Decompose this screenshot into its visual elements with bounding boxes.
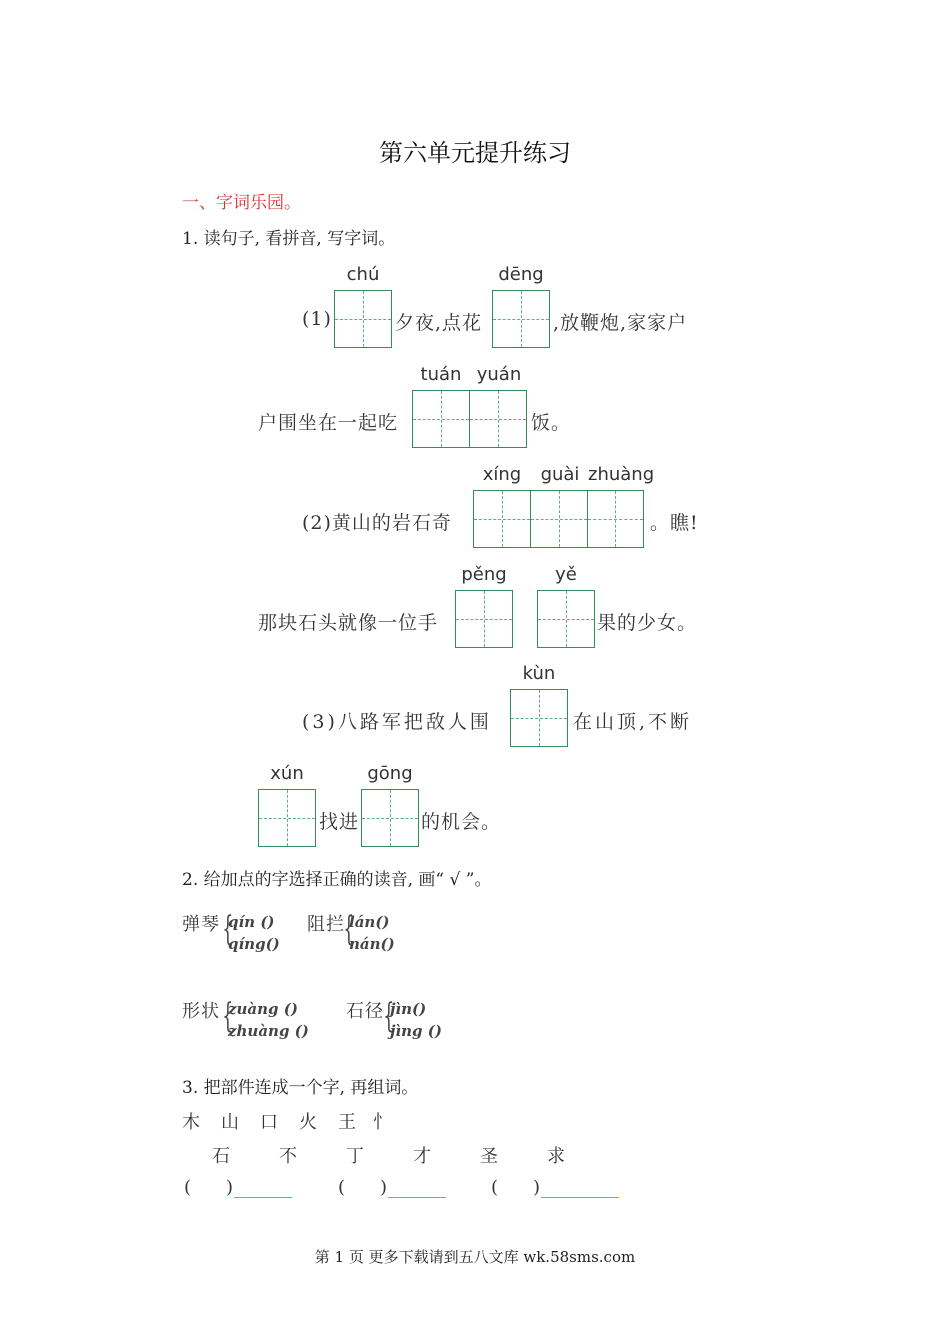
paren-close-3: ) [533,1177,542,1198]
pinyin-gong: gōng [367,763,413,784]
page-title: 第六单元提升练习 [379,139,571,167]
pinyin-deng: dēng [498,264,544,285]
answer-box-xun[interactable] [258,789,316,847]
sentence-3-text-d: 的机会。 [421,811,502,833]
question-1-label: 1. 读句子, 看拼音, 写字词。 [182,229,396,249]
component-9[interactable]: 丁 [346,1146,365,1167]
brace-2: { [343,909,355,949]
pinyin-guai: guài [540,464,580,485]
sentence-3-text-a: (3)八路军把敌人围 [302,711,492,733]
sentence-3-text-c: 找进 [319,811,360,833]
component-3[interactable]: 口 [260,1112,279,1133]
paren-open-2: ( [338,1177,347,1198]
word-zulan: 阻拦 [307,914,345,935]
pinyin-kun: kùn [522,663,556,684]
paren-open-3: ( [491,1177,500,1198]
sentence-2-text-a: (2)黄山的岩石奇 [302,512,452,534]
sentence-3-text-b: 在山顶,不断 [573,711,693,733]
pinyin-xing: xíng [482,464,522,485]
pinyin-xun: xún [270,763,304,784]
pinyin-ye: yě [555,564,577,585]
answer-box-gong[interactable] [361,789,419,847]
sentence-2-text-c: 那块石头就像一位手 [258,612,439,634]
answer-slot-3[interactable] [491,1177,619,1198]
option-zuang[interactable]: zuàng () [228,1000,298,1018]
component-8[interactable]: 不 [279,1146,298,1167]
option-jing[interactable]: jìng () [390,1022,442,1040]
pinyin-zhuang: zhuàng [588,464,655,485]
paren-close-2: ) [380,1177,389,1198]
answer-box-tuanyuan[interactable] [412,390,527,448]
component-4[interactable]: 火 [299,1112,318,1133]
sentence-2-text-d: 果的少女。 [597,612,698,634]
question-3-label: 3. 把部件连成一个字, 再组词。 [182,1078,419,1098]
brace-3: { [222,996,234,1036]
word-shijing: 石径 [346,1001,384,1022]
pinyin-tuan: tuán [420,364,462,385]
answer-box-deng[interactable] [492,290,550,348]
paren-close-1: ) [226,1177,235,1198]
question-2-label: 2. 给加点的字选择正确的读音, 画“ √ ”。 [182,870,492,890]
option-qin[interactable]: qín () [228,913,275,931]
section-heading-1: 一、字词乐园。 [182,193,301,213]
brace-1: { [222,909,234,949]
answer-box-xingguaizhuang[interactable] [473,490,644,548]
option-zhuang[interactable]: zhuàng () [228,1022,309,1040]
answer-box-chu[interactable] [334,290,392,348]
component-2[interactable]: 山 [221,1112,240,1133]
word-blank-2[interactable] [388,1179,446,1198]
answer-box-peng[interactable] [455,590,513,648]
answer-box-kun[interactable] [510,689,568,747]
page-footer: 第 1 页 更多下载请到五八文库 wk.58sms.com [314,1248,636,1266]
answer-slot-2[interactable] [338,1177,446,1198]
brace-4: { [383,996,395,1036]
pinyin-peng: pěng [461,564,507,585]
paren-open-1: ( [184,1177,193,1198]
component-11[interactable]: 圣 [480,1146,499,1167]
component-6[interactable]: 忄 [373,1112,392,1133]
sentence-1-text-d: 饭。 [531,412,572,434]
sentence-1-text-a: 夕夜,点花 [395,312,483,334]
word-tanqin: 弹琴 [182,914,220,935]
answer-slot-1[interactable] [184,1177,292,1198]
sentence-1-number: (1) [302,308,332,330]
component-1[interactable]: 木 [182,1112,201,1133]
answer-box-ye[interactable] [537,590,595,648]
sentence-2-text-b: 。瞧! [650,512,699,534]
word-xingzhuang: 形状 [182,1001,220,1022]
component-5[interactable]: 王 [338,1112,357,1133]
option-lan[interactable]: lán() [349,913,390,931]
component-10[interactable]: 才 [413,1146,432,1167]
sentence-1-text-c: 户围坐在一起吃 [258,412,399,434]
pinyin-yuan: yuán [476,364,522,385]
sentence-1-text-b: ,放鞭炮,家家户 [553,312,688,334]
option-qing[interactable]: qíng() [228,935,280,953]
option-nan[interactable]: nán() [349,935,395,953]
word-blank-3[interactable] [541,1179,619,1198]
component-12[interactable]: 求 [547,1146,566,1167]
option-jin[interactable]: jìn() [390,1000,427,1018]
word-blank-1[interactable] [234,1179,292,1198]
component-7[interactable]: 石 [212,1146,231,1167]
pinyin-chu: chú [346,264,380,285]
